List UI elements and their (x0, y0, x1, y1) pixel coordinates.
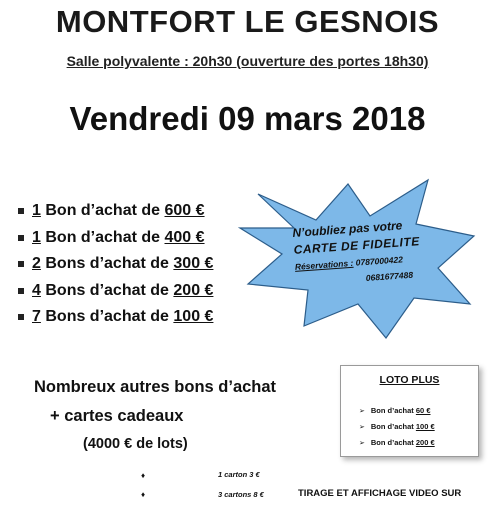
loto-item-amount: 200 € (415, 438, 435, 447)
prize-amount: 600 € (164, 202, 205, 220)
loto-plus-item (359, 406, 431, 415)
phone-number: 0681677488 (365, 269, 414, 283)
square-bullet-icon (18, 235, 24, 241)
fidelity-line-1: N’oubliez pas votre (292, 218, 403, 240)
diamond-bullet-icon: ♦ (141, 471, 146, 480)
prize-item (18, 225, 213, 252)
prize-qty: 7 (32, 308, 41, 326)
arrow-icon: ➢ (359, 440, 365, 447)
loto-item-label: Bon d’achat (370, 438, 414, 447)
venue-line: Salle polyvalente : 20h30 (ouverture des portes 18h30) (66, 53, 429, 69)
loto-item-label: Bon d’achat (370, 406, 414, 415)
other-prizes-line: Nombreux autres bons d’achat (34, 378, 277, 396)
loto-item-amount: 100 € (415, 422, 435, 431)
fidelity-card-reminder (292, 216, 446, 288)
loto-plus-title: LOTO PLUS (379, 374, 440, 386)
square-bullet-icon (18, 208, 24, 214)
loto-item-label: Bon d’achat (370, 422, 414, 431)
prize-item (18, 198, 213, 225)
prize-qty: 2 (32, 255, 41, 273)
prize-label: Bon d’achat de (45, 202, 161, 220)
prize-list (18, 198, 213, 331)
square-bullet-icon (18, 261, 24, 267)
prize-amount: 400 € (164, 228, 205, 246)
arrow-icon: ➢ (359, 424, 365, 431)
prize-item (18, 278, 213, 305)
prize-amount: 200 € (173, 281, 214, 299)
loto-plus-box (340, 365, 479, 457)
loto-plus-item (359, 422, 435, 431)
phone-number: 0787000422 (355, 254, 404, 268)
price-one-carton: 1 carton 3 € (218, 470, 260, 479)
gift-cards-line: + cartes cadeaux (50, 407, 184, 425)
prize-label: Bons d’achat de (45, 281, 169, 299)
loto-plus-item (359, 438, 435, 447)
prize-item (18, 251, 213, 278)
prize-qty: 4 (32, 281, 41, 299)
prize-qty: 1 (32, 228, 41, 246)
prize-amount: 100 € (173, 308, 214, 326)
reservations-label: Réservations : (294, 257, 354, 272)
event-date: Vendredi 09 mars 2018 (69, 100, 426, 137)
square-bullet-icon (18, 288, 24, 294)
prize-amount: 300 € (173, 255, 214, 273)
diamond-bullet-icon: ♦ (141, 490, 146, 499)
prize-label: Bon d’achat de (45, 228, 161, 246)
video-draw-line: TIRAGE ET AFFICHAGE VIDEO SUR (298, 488, 462, 499)
prize-label: Bons d’achat de (45, 255, 169, 273)
prize-qty: 1 (32, 202, 41, 220)
prize-label: Bons d’achat de (45, 308, 169, 326)
total-lots-line: (4000 € de lots) (83, 436, 188, 452)
fidelity-line-2: CARTE DE FIDELITE (293, 234, 421, 257)
prize-item (18, 304, 213, 331)
arrow-icon: ➢ (359, 408, 365, 415)
price-three-cartons: 3 cartons 8 € (218, 490, 264, 499)
event-title: MONTFORT LE GESNOIS (55, 4, 440, 39)
loto-item-amount: 60 € (415, 406, 431, 415)
square-bullet-icon (18, 314, 24, 320)
